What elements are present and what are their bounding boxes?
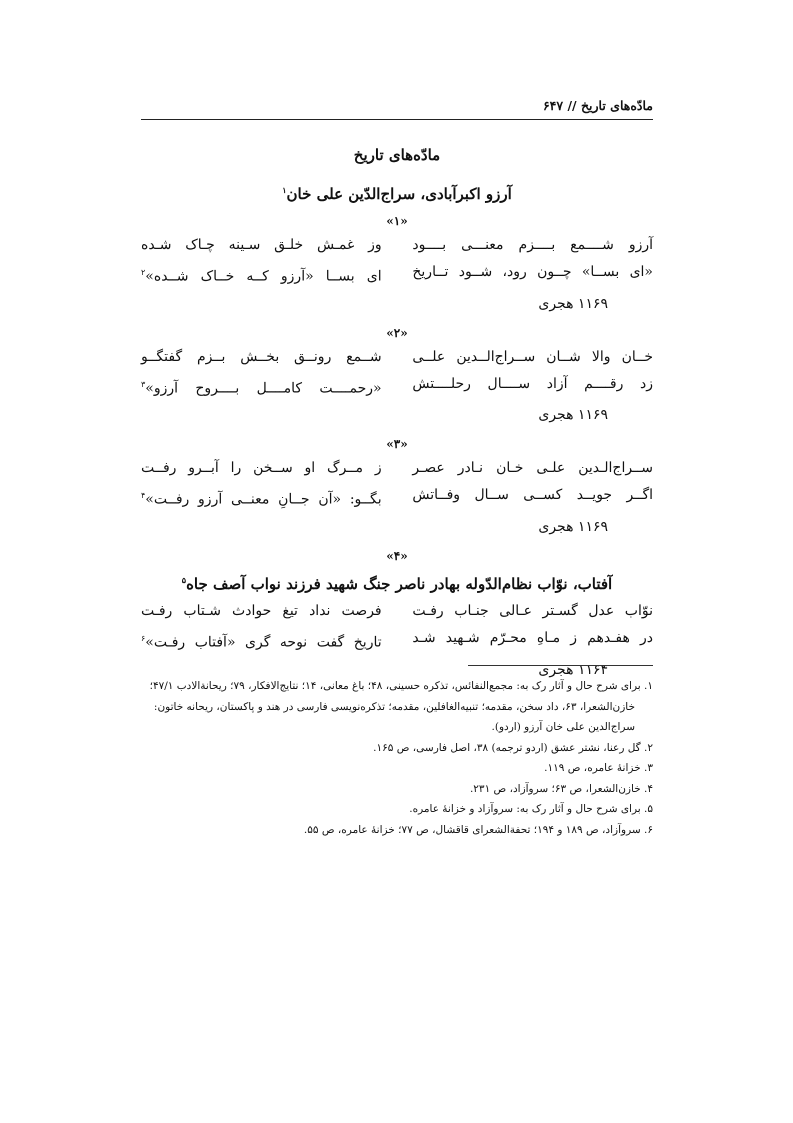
hemistich: «رحمــــت کامــــل بــــروح آرزو»$^۳$ bbox=[141, 379, 382, 397]
main-content bbox=[141, 142, 653, 688]
hemistich: وز غمـش خلـق سـینه چـاک شـده bbox=[141, 237, 382, 253]
date-line: ۱۱۶۴ هجری bbox=[538, 661, 608, 678]
verse bbox=[141, 625, 653, 657]
poem-number: «۳» bbox=[386, 437, 408, 452]
footnote-divider bbox=[468, 665, 653, 666]
entry-title: آفتاب، نوّاب نظام‌الدّوله بهادر ناصر جنگ شهید فرزند نواب آصف جاه$^۵$ bbox=[181, 574, 613, 593]
hemistich: ای بســا «آرزو کــه خــاک شــده»$^۲$ bbox=[141, 268, 382, 285]
hemistich: ســراج‌الـدین علـی خـان نـادر عصـر bbox=[412, 460, 653, 477]
running-header: مادّه‌های تاریخ // ۶۴۷ bbox=[141, 98, 653, 120]
footnote: ۱. برای شرح حال و آثار رک به: مجمع‌النفائس، تذکره حسینی، ۴۸؛ باغ معانی، ۱۴؛ نتایج‌الافکار، ۷۹؛ ریحانةالادب ۴۷/۱؛ خازن‌الشعرا، ۶۳، داد سخن، مقدمه؛ تنبیه‌الغافلین، مقدمه؛ تذکره‌نویسی فارسی در هند و پاکستان، ریحانه خاتون: سراج‌الدین علی خان آرزو (اردو). bbox=[149, 680, 653, 733]
footnote: ۲. گل رعنا، نشتر عشق (اردو ترجمه) ۳۸، اصل فارسی، ص ۱۶۵. bbox=[373, 741, 653, 754]
date-line: ۱۱۶۹ هجری bbox=[538, 407, 608, 424]
hemistich: تاریخ گفت نوحه گری «آفتاب رفـت»$^۶$ bbox=[141, 633, 382, 651]
hemistich: خــان والا شــان ســراج‌الــدین علــی bbox=[412, 348, 653, 365]
hemistich: زد رقــــم آزاد ســــال رحلــــتش bbox=[412, 375, 653, 392]
poem-number: «۱» bbox=[386, 214, 408, 228]
hemistich: اگــر جویــد کســی ســال وفــاتش bbox=[412, 487, 653, 504]
footnote-ref: ۳ bbox=[141, 379, 146, 389]
poem-number: «۴» bbox=[386, 548, 408, 563]
verse bbox=[141, 482, 653, 514]
date-line: ۱۱۶۹ هجری bbox=[538, 295, 608, 312]
verse bbox=[141, 371, 653, 403]
section-title: مادّه‌های تاریخ bbox=[353, 146, 441, 164]
footnote-ref: ۲ bbox=[141, 268, 146, 277]
hemistich: آرزو شــــمع بــــزم معنـــی بــــود bbox=[412, 237, 653, 253]
footnote-ref: ۴ bbox=[141, 491, 146, 501]
hemistich: در هفـدهم ز مـاهِ محـرّم شـهید شـد bbox=[412, 629, 653, 646]
footnote-ref: ۶ bbox=[141, 633, 146, 643]
hemistich: شــمع رونــق بخــش بــزم گفتگــو bbox=[141, 348, 382, 365]
hemistich: «ای بســا» چــون رود، شــود تــاریخ bbox=[412, 264, 653, 280]
footnote: ۵. برای شرح حال و آثار رک به: سروآزاد و خزانهٔ عامره. bbox=[409, 803, 653, 815]
date-line: ۱۱۶۹ هجری bbox=[538, 518, 608, 535]
verse bbox=[141, 344, 653, 371]
hemistich: بگــو: «آن جــانِ معنــی آرزو رفــت»$^۴$ bbox=[141, 491, 382, 508]
footnote: ۶. سروآزاد، ص ۱۸۹ و ۱۹۴؛ تحفةالشعرای قاقشال، ص ۷۷؛ خزانهٔ عامره، ص ۵۵. bbox=[303, 823, 653, 836]
poem-number: «۲» bbox=[386, 325, 408, 340]
footnote: ۴. خازن‌الشعرا، ص ۶۳؛ سروآزاد، ص ۲۳۱. bbox=[469, 782, 653, 795]
footnote: ۳. خزانهٔ عامره، ص ۱۱۹. bbox=[544, 762, 653, 774]
footnote-ref: ۱ bbox=[282, 185, 287, 195]
verse bbox=[141, 259, 653, 291]
verse bbox=[141, 598, 653, 625]
footnote-ref: ۵ bbox=[181, 574, 187, 585]
hemistich: ز مــرگ او ســخن را آبــرو رفــت bbox=[141, 460, 382, 477]
verse bbox=[141, 232, 653, 259]
footnotes bbox=[141, 676, 653, 840]
hemistich: فرصت نداد تیغ حوادث شـتاب رفـت bbox=[141, 602, 382, 619]
entry-title: آرزو اکبرآبادی، سراج‌الدّین علی خان$^۱$ bbox=[282, 185, 512, 203]
hemistich: نوّاب عدل گسـتر عـالی جنـاب رفـت bbox=[412, 602, 653, 619]
verse bbox=[141, 455, 653, 482]
